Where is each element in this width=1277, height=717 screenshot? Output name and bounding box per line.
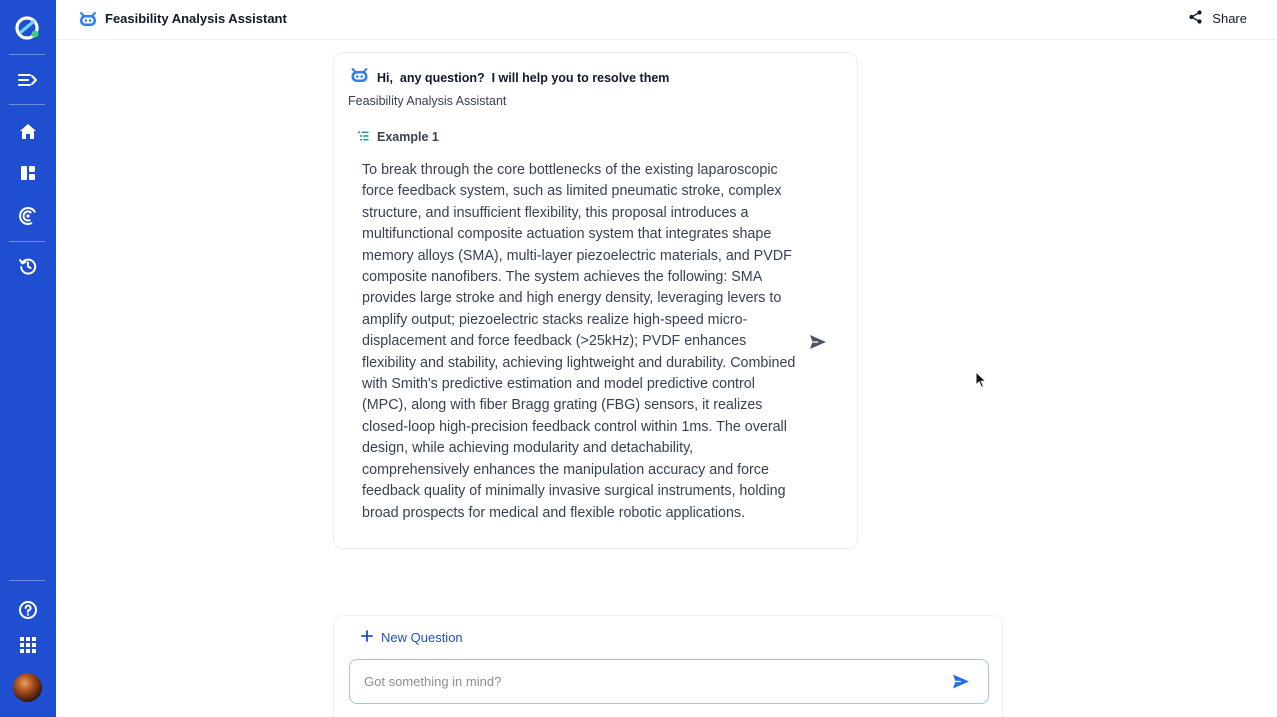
sidebar-divider [9, 241, 45, 242]
greeting-row [350, 67, 669, 88]
share-icon [1189, 10, 1202, 27]
mouse-cursor-icon [975, 371, 987, 389]
robot-icon [79, 11, 97, 27]
top-header [56, 0, 1277, 40]
app-logo-icon[interactable] [13, 13, 43, 43]
list-icon [358, 128, 369, 146]
share-button[interactable] [1189, 10, 1247, 27]
message-input-box[interactable] [349, 659, 989, 704]
share-label: Share [1212, 11, 1247, 26]
plus-icon [361, 630, 373, 645]
greeting-text: Hi, any question? I will help you to resolve them [377, 70, 670, 85]
home-icon[interactable] [14, 117, 42, 145]
send-icon[interactable] [952, 673, 970, 690]
history-icon[interactable] [14, 252, 42, 280]
send-example-icon[interactable] [809, 334, 827, 350]
sidebar-divider [9, 580, 45, 581]
message-input[interactable] [364, 660, 934, 703]
help-icon[interactable] [14, 596, 42, 624]
page-title: Feasibility Analysis Assistant [105, 11, 287, 26]
sidebar-divider [9, 104, 45, 105]
user-avatar[interactable] [13, 673, 42, 702]
assistant-welcome-card [333, 52, 858, 549]
example-header [358, 128, 439, 146]
new-question-label: New Question [381, 630, 463, 645]
collapse-sidebar-icon[interactable] [14, 66, 42, 94]
example-prompt-text[interactable]: To break through the core bottlenecks of the existing laparoscopic force feedback system, such as limited pneumatic stroke, complex structure, and insufficient flexibility, this proposal introduces a multifunctional composite actuation system that integrates shape memory alloys (SMA), multi-layer piezoelectric materials, and PVDF composite nanofibers. The system achieves the following: SMA provides large stroke and high energy density, leveraging levers to amplify output; piezoelectric stacks realize high-speed micro-displacement and force feedback (>25kHz); PVDF enhances flexibility and stability, achieving lightweight and durability. Combined with Smith's predictive estimation and model predictive control (MPC), along with fiber Bragg grating (FBG) sensors, it realizes closed-loop high-precision feedback control within 1ms. The overall design, while achieving modularity and detachability, comprehensively enhances the manipulation accuracy and force feedback quality of minimally invasive surgical instruments, holding broad prospects for medical and flexible robotic applications. [362, 162, 796, 521]
assistant-name: Feasibility Analysis Assistant [348, 94, 507, 108]
new-question-button[interactable] [361, 630, 463, 645]
sidebar-divider [9, 54, 45, 55]
sidebar [0, 0, 56, 717]
apps-grid-icon[interactable] [14, 631, 42, 659]
broadcast-icon[interactable] [14, 202, 42, 230]
composer [333, 615, 1003, 717]
example-label: Example 1 [377, 130, 439, 144]
robot-icon [350, 67, 369, 88]
dashboard-icon[interactable] [14, 159, 42, 187]
